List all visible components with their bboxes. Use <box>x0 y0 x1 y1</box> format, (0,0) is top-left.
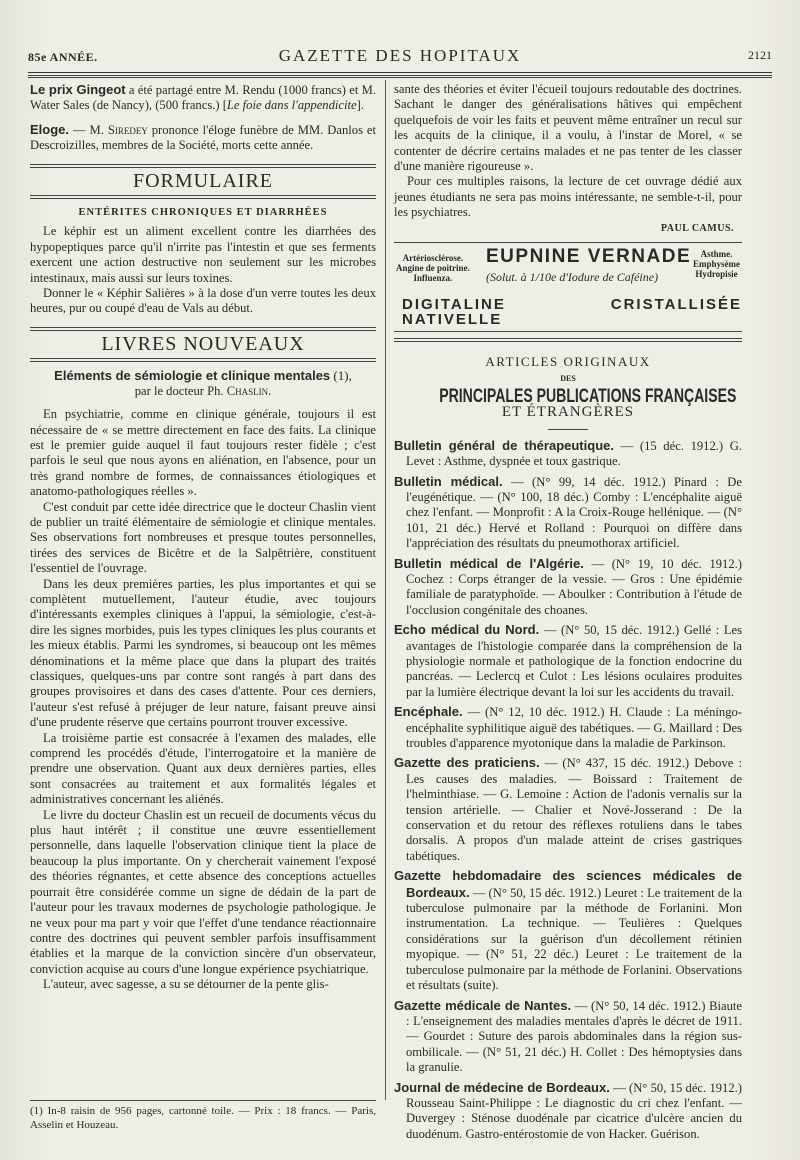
ad-indications-right <box>693 249 740 279</box>
prize-end: ]. <box>356 98 364 113</box>
issue-year: 85e ANNÉE. <box>28 50 98 64</box>
publication-text: — (N° 50, 15 déc. 1912.) Leuret : Le traitement de la tuberculose pulmonaire par la méthode de Forlanini. Mon instrumentation. La technique. — Teulières : Quelques considérations sur la guérison d'un décollement rétinien myopique. — (N° 51, 22 déc.) Leuret : Le traitement de la tuberculose pulmonaire par la méthode de Forlanini. Observations et résultats (suite). <box>406 885 742 993</box>
publication-entry <box>394 755 742 864</box>
ad-brand: EUPNINE VERNADE <box>486 246 692 268</box>
articles-rule <box>548 429 588 430</box>
articles-subtitle: ET ÉTRANGÈRES <box>501 404 635 421</box>
review-p3: Dans les deux premières parties, les plus importantes et qui se complètent mutuellement, l'auteur étudie, avec toujours d'intéressants exemples cliniques à l'appui, la sémiologie, c'est-à-dire les signes morbides, puis les types cliniques les plus courants et les mieux établis. Parmi les syndromes, si beaucoup ont les mêmes dénominations et la même place que dans la plupart des traités classiques, quelques-uns par contre sont rangés à part dans des groupes provisoires et dans des cases d'attente. Pour ces derniers, l'auteur s'est refusé à préjuger de leur nature, faisant preuve ainsi d'une prudente réserve que certains pourront trouver excessive. <box>30 576 376 730</box>
right-column <box>394 82 742 1146</box>
ad-right-1: Asthme. <box>700 249 733 260</box>
eloge-paragraph <box>30 122 376 154</box>
signature: PAUL CAMUS. <box>660 222 734 234</box>
publication-title: Gazette hebdomadaire des sciences médicales de Bordeaux. <box>394 868 742 900</box>
ad-left-2: Angine de poitrine. <box>396 263 470 274</box>
eloge-head: Eloge. <box>30 121 70 137</box>
livres-rule-top <box>30 327 376 331</box>
publication-text: — (N° 50, 15 déc. 1912.) Gellé : Les avantages de l'histologie comparée dans la compréhension de la physiologie normale et pathologique de la fonction endocrine du pancréas. — Leclercq et Culot : Les lésions oculaires produites par la lumière électrique devant la loi sur les accidents du travail. <box>406 623 742 699</box>
review-p6: L'auteur, avec sagesse, a su se détourner de la pente glis- <box>43 977 329 992</box>
ad-right-3: Hydropisie <box>695 269 738 280</box>
articles-main-title: PRINCIPALES PUBLICATIONS FRANÇAISES <box>439 385 737 407</box>
review-p5: Le livre du docteur Chaslin est un recueil de documents vécus du plus haut intérêt ; il constitue une œuvre essentiellement personnelle, dans laquelle l'observation clinique tient la place de beaucoup la plus importante. On y chercherait vainement l'exposé des théories régnantes, et cette absence des conceptions actuelles pourrait être considérée comme un signe de dédain de la part de l'auteur pour les travaux modernes de psychologie pathologique. Je ne veux pour ma part y voir que l'effet d'une tendance réactionnaire contre des doctrines qui peuvent sembler parfois insuffisamment établies et la marque de la conviction sincère d'un observateur, conviction acquise au cours d'une longue expérience psychiatrique. <box>30 807 376 976</box>
page-header <box>28 46 772 68</box>
articles-heading: ARTICLES ORIGINAUX <box>485 354 651 370</box>
footnote: (1) In-8 raisin de 956 pages, cartonné toile. — Prix : 18 francs. — Paris, Asselin et Houzeau. <box>30 1105 376 1131</box>
formulaire-rule-top <box>30 164 376 168</box>
formulaire-rule-bottom <box>30 195 376 199</box>
publication-entry <box>394 704 742 751</box>
page-number: 2121 <box>748 48 772 62</box>
publication-text: — (N° 19, 10 déc. 1912.) Cochez : Corps étranger de la vessie. — Gros : Une épidémie familiale de paratyphoïde. — Aboulker : Contribution à l'étude de l'occlusion congénitale des choanes. <box>406 556 742 617</box>
publication-entry <box>394 556 742 619</box>
ad-left-3: Influenza. <box>413 273 453 284</box>
publication-text: — (N° 12, 10 déc. 1912.) H. Claude : La méningo-encéphalite syphilitique aiguë des tabétiques. — G. Maillard : Des troubles d'apparence myotonique dans la maladie de Parkinson. <box>406 705 742 750</box>
publication-entry <box>394 868 742 993</box>
formulaire-title: FORMULAIRE <box>132 169 273 192</box>
formulaire-subtitle: ENTÉRITES CHRONIQUES ET DIARRHÉES <box>78 207 328 219</box>
eloge-text-b: prononce l'éloge funèbre de MM. Danlos et Descroizilles, membres de la Société, morts cette année. <box>30 122 377 153</box>
ad-rule <box>394 338 742 342</box>
ad-left-1: Artériosclérose. <box>402 253 464 264</box>
publication-title: Encéphale. <box>394 704 463 720</box>
book-author-line <box>30 384 376 399</box>
eloge-person: Siredey <box>107 122 148 137</box>
publication-entry <box>394 998 742 1076</box>
book-author: Chaslin. <box>226 383 272 398</box>
publication-text: — (15 déc. 1912.) G. Levet : Asthme, dyspnée et toux gastrique. <box>406 438 742 469</box>
prize-text: a été partagé entre M. Rendu (1000 francs) et M. Water Sales (de Nancy), (500 francs.) [ <box>30 83 376 113</box>
publication-entry <box>394 438 742 470</box>
publication-title: Bulletin médical. <box>394 473 503 489</box>
publication-title: Echo médical du Nord. <box>394 622 540 638</box>
publication-text: — (N° 50, 15 déc. 1912.) Rousseau Saint-Philippe : Le diagnostic du cri chez l'enfant. — Duvergey : Sténose duodénale par cicatrice d'ulcère ancien du duodénum. Gastro-entérostomie de von Hacker. Guérison. <box>406 1080 742 1141</box>
book-title: Eléments de sémiologie et clinique mentales <box>54 368 331 384</box>
formulaire-p1: Le képhir est un aliment excellent contre les diarrhées des hypopeptiques parce qu'il n'irrite pas l'intestin et que ses ferments exercent une action destructive non seulement sur les microbes intestinaux, mais aussi sur leurs toxines. <box>30 224 376 285</box>
left-column <box>30 82 376 993</box>
review-p1: En psychiatrie, comme en clinique générale, toujours il est nécessaire de « se mettre directement en face des faits. La clinique est le premier guide auquel il faut toujours rester fidèle ; c'est parfois le seul que nous ayons en aliénation, en l'absence, pour un très grand nombre de formes, de connaissances étiologiques et anatomo-pathologiques réelles ». <box>30 407 376 499</box>
publication-entry <box>394 622 742 700</box>
publication-list <box>394 438 742 1142</box>
eloge-text-a: — M. <box>69 122 108 137</box>
formulaire-p2: Donner le « Képhir Salières » à la dose d'un verre toutes les deux heures, pur ou coupé d'eau de Vals au début. <box>30 286 376 316</box>
book-author-pre: par le docteur Ph. <box>134 383 227 398</box>
publication-title: Journal de médecine de Bordeaux. <box>394 1079 610 1095</box>
livres-title: LIVRES NOUVEAUX <box>101 332 305 355</box>
publication-title: Gazette des praticiens. <box>394 755 540 771</box>
publication-text: — (N° 437, 15 déc. 1912.) Debove : Les causes des maladies. — Boissard : Traitement de l'helminthiase. — G. Lemoine : Action de l'adonis vernalis sur la tension artérielle. — Chalier et Nové-Josserand : De la conservation et du retour des réflexes rotuliens dans le tabes dorsalis. A propos d'un malade atteint de crises gastriques tabétiques. <box>406 756 742 863</box>
prize-italic: Le foie dans l'appendicite <box>226 98 357 113</box>
ad-subtitle: (Solut. à 1/10e d'Iodure de Caféine) <box>486 270 659 285</box>
articles-des: DES <box>560 374 576 384</box>
footnote-rule <box>30 1100 376 1101</box>
publication-title: Bulletin médical de l'Algérie. <box>394 555 584 571</box>
prize-name: Le prix Gingeot <box>30 82 126 97</box>
ad-digitaline: DIGITALINE CRISTALLISÉE NATIVELLE <box>402 296 742 329</box>
publication-entry <box>394 474 742 552</box>
review-p4: La troisième partie est consacrée à l'examen des malades, elle comprend les procédés d'étude, l'interrogatoire et la manière de prendre une observation. Quant aux deux dernières parties, elles sont consacrées au traitement et aux formalités légales et administratives concernant les aliénés. <box>30 730 376 807</box>
header-rule <box>28 72 772 78</box>
book-note: (1), <box>330 368 352 384</box>
publication-title: Gazette médicale de Nantes. <box>394 997 572 1013</box>
publication-entry <box>394 1080 742 1143</box>
review-p2: C'est conduit par cette idée directrice que le docteur Chaslin vient de publier un traité élémentaire de sémiologie et clinique mentales. Ses observations fort nombreuses et presque toutes personnelles, tirées des services de Bicêtre et de la Salpêtrière, constituent l'essentiel de l'ouvrage. <box>30 499 376 576</box>
ad-indications-left <box>396 253 470 283</box>
publication-title: Bulletin général de thérapeutique. <box>394 437 614 453</box>
prize-paragraph <box>30 82 376 114</box>
book-title-line <box>30 368 376 383</box>
review-continuation: sante des théories et éviter l'écueil toujours redoutable des doctrines. Sachant le danger des généralisations hâtives qui empêchent quelquefois de voir les faits et peuvent même entraîner un recul sur les acquits de la clinique, il a voulu, à l'instar de Morel, « se contenter de décrire certains malades et ne pas tenter de les classer d'une manière rigoureuse ». <box>394 82 742 174</box>
journal-title: GAZETTE DES HOPITAUX <box>278 46 522 65</box>
column-separator <box>385 80 386 1100</box>
publication-text: — (N° 99, 14 déc. 1912.) Pinard : De l'eugénétique. — (N° 100, 18 déc.) Comby : L'encéphalite aiguë chez l'enfant. — Monprofit : A la Croix-Rouge hellénique. — (N° 101, 21 déc.) Hervé et Rolland : Pourquoi on diffère dans l'appréciation des résultats du pneumothorax artificiel. <box>406 474 742 551</box>
livres-rule-bottom <box>30 358 376 362</box>
advertisement <box>394 242 742 332</box>
ad-right-2: Emphysème <box>693 259 740 270</box>
publication-text: — (N° 50, 14 déc. 1912.) Biaute : L'enseignement des maladies mentales d'après le décret de 1911. — Gourdet : Suture des parois abdominales dans la région sus-ombilicale. — (N° 51, 21 déc.) H. Collet : Des hémoptysies dans la granulie. <box>406 998 742 1075</box>
review-conclusion: Pour ces multiples raisons, la lecture de cet ouvrage dédié aux jeunes étudiants ne sera pas moins intéressante, ne semble-t-il, pour les psychiatres. <box>394 174 742 220</box>
